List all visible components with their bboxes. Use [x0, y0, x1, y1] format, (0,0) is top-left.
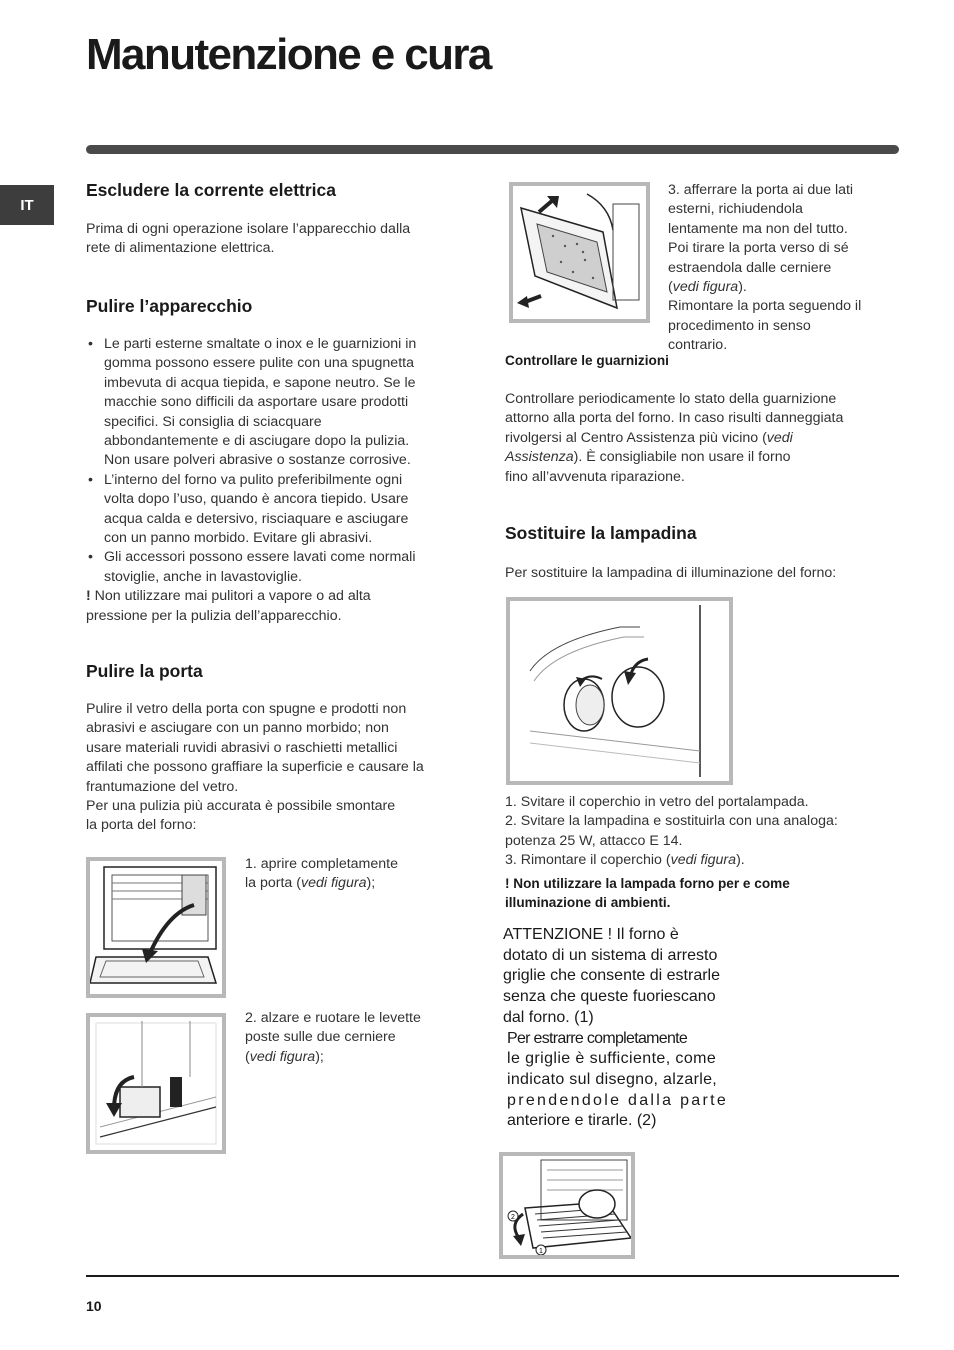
- heading-pulire-apparecchio: Pulire l’apparecchio: [86, 296, 253, 316]
- figure-door-open: [86, 857, 226, 998]
- list-pulire-apparecchio: • Le parti esterne smaltate o inox e le guarnizioni in gomma possono essere pulite con una spugnetta imbevuta di acqua tiepida, e sapone neutro. Se le macchie sono difficili da asportare usare prodotti specifici. Si consiglia di sciacquare abbondantemente e di asciugare dopo la pulizia. Non usare polveri abrasive o sostanze corrosive. • L’interno del forno va pulito preferibilmente ogni volta dopo l’uso, quando è ancora tiepido. Usare acqua calda e detersivo, risciaquare e asciugare con un panno morbido. Evitare gli abrasivi. • Gli accessori possono essere lavati come normali stoviglie, anche in lavastoviglie. ! Non utilizzare mai pulitori a vapore o ad alta pressione per la pulizia dell’apparecchio.: [86, 335, 471, 626]
- figure-door-removal: [509, 182, 650, 323]
- heading-guarnizioni: Controllare le guarnizioni: [505, 353, 669, 368]
- step-2: 2. alzare e ruotare le levette poste sulle due cerniere (vedi figura);: [245, 1010, 421, 1065]
- list-item: • L’interno del forno va pulito preferibilmente ogni volta dopo l’uso, quando è ancora tiepido. Usare acqua calda e detersivo, risciaquare e asciugare con un panno morbido. Evitare gli abrasivi.: [86, 471, 471, 549]
- warning-steam: ! Non utilizzare mai pulitori a vapore o ad alta: [86, 588, 371, 605]
- title-divider: [86, 145, 899, 154]
- page-number: 10: [86, 1298, 102, 1314]
- step-3: 3. afferrare la porta ai due lati esterni, richiudendola lentamente ma non del tutto. Poi tirare la porta verso di sé estraendola dalle cerniere (vedi figura). Rimontare la porta seguendo il procedimento in senso contrario.: [668, 182, 862, 354]
- page-title: Manutenzione e cura: [86, 30, 491, 79]
- callout-2: 2: [511, 1214, 515, 1221]
- attention-note: ATTENZIONE ! Il forno è dotato di un sistema di arresto griglie che consente di estrarle senza che queste fuoriescano dal forno. (1) Per estrarre completamente le griglie è sufficiente, come indicato sul disegno, alzarle, prendendole dalla parte anteriore e tirarle. (2): [503, 926, 729, 1130]
- step-1: 1. aprire completamente la porta (vedi figura);: [245, 856, 398, 892]
- list-item: • Le parti esterne smaltate o inox e le guarnizioni in gomma possono essere pulite con una spugnetta imbevuta di acqua tiepida, e sapone neutro. Se le macchie sono difficili da asportare usare prodotti specifici. Si consiglia di sciacquare abbondantemente e di asciugare dopo la pulizia. Non usare polveri abrasive o sostanze corrosive.: [86, 335, 471, 471]
- heading-lampadina: Sostituire la lampadina: [505, 523, 697, 543]
- footer-divider: [86, 1275, 899, 1277]
- figure-lamp: [506, 597, 733, 785]
- callout-1: 1: [539, 1248, 543, 1255]
- figure-hinge-levers: [86, 1013, 226, 1154]
- warning-lampadina: ! Non utilizzare la lampada forno per e come illuminazione di ambienti.: [505, 876, 790, 911]
- text-lampadina-intro: Per sostituire la lampadina di illuminazione del forno:: [505, 565, 837, 581]
- text-pulire-porta: Pulire il vetro della porta con spugne e prodotti non abrasivi e asciugare con un panno morbido; non usare materiali ruvidi abrasivi o raschietti metallici affilati che possono graffiare la superficie e causare la frantumazione del vetro. Per una pulizia più accurata è possibile smontare la porta del forno:: [86, 701, 424, 834]
- heading-pulire-porta: Pulire la porta: [86, 661, 203, 681]
- text-escludere: Prima di ogni operazione isolare l’apparecchio dalla rete di alimentazione elettrica.: [86, 221, 411, 257]
- text-guarnizioni: Controllare periodicamente lo stato della guarnizione attorno alla porta del forno. In caso risulti danneggiata rivolgersi al Centro Assistenza più vicino (vedi Assistenza). È consigliabile non usare il forno fino all’avvenuta riparazione.: [505, 391, 844, 485]
- list-item: • Gli accessori possono essere lavati come normali stoviglie, anche in lavastoviglie.: [86, 548, 471, 587]
- heading-escludere: Escludere la corrente elettrica: [86, 180, 336, 200]
- language-tab: IT: [0, 185, 54, 225]
- steps-lampadina: 1. Svitare il coperchio in vetro del portalampada. 2. Svitare la lampadina e sostituirla con una analoga: potenza 25 W, attacco E 14. 3. Rimontare il coperchio (vedi figura).: [505, 794, 838, 869]
- figure-oven-rack: [499, 1152, 635, 1259]
